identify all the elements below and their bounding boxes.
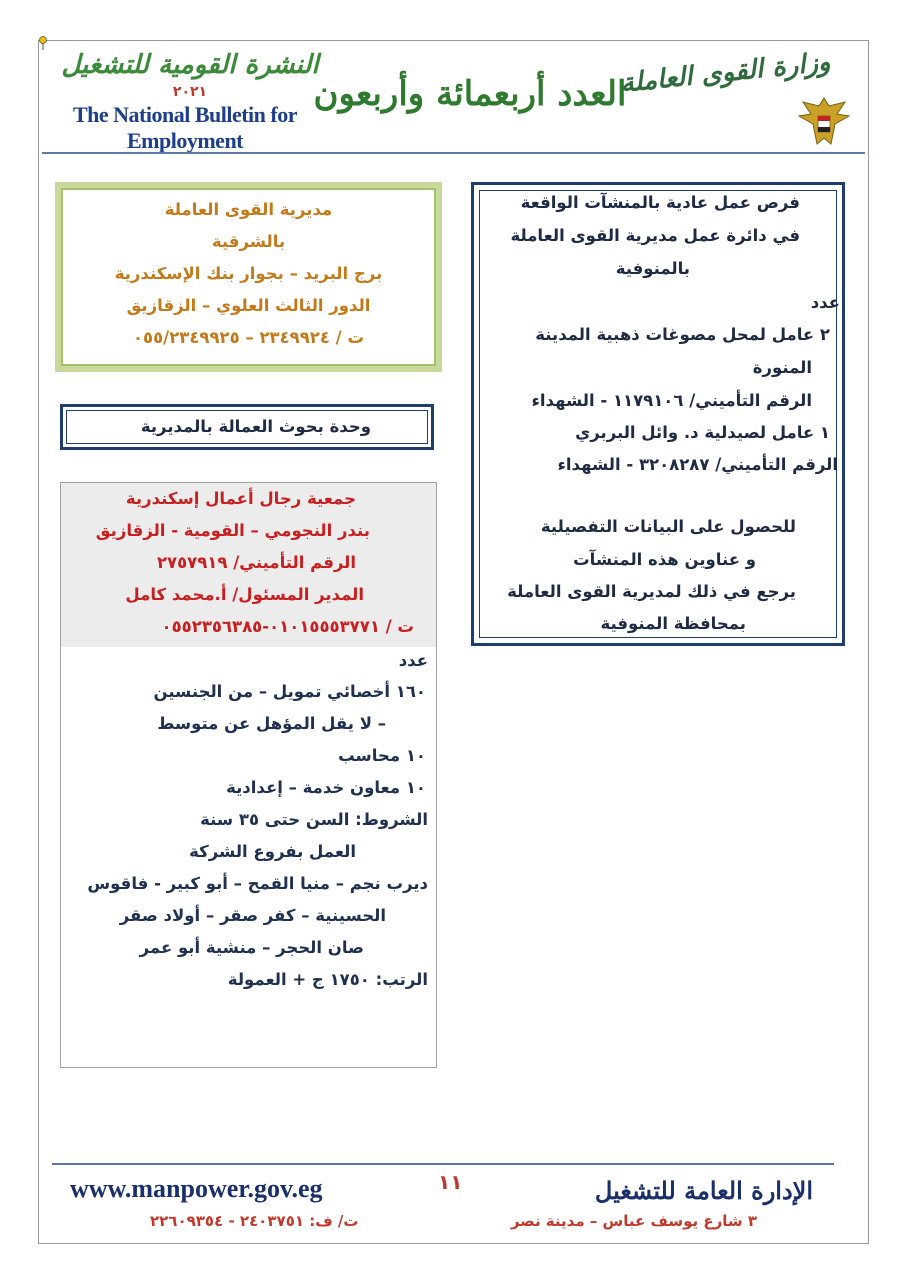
box-title-line-1: فرص عمل عادية بالمنشآت الواقعة <box>520 193 800 212</box>
note-line-1: للحصول على البيانات التفصيلية <box>540 517 796 536</box>
count-label: عدد <box>810 293 840 312</box>
job-2-insurance: الرقم التأميني/ ٣٢٠٨٢٨٧ - الشهداء <box>557 455 838 474</box>
ministry-title: وزارة القوى العاملة <box>619 47 832 99</box>
company-salary: الرتب: ١٧٥٠ ج + العمولة <box>227 970 428 989</box>
company-count-label: عدد <box>398 651 428 670</box>
page-number: ١١ <box>438 1170 463 1194</box>
directorate-line-1: مديرية القوى العاملة <box>164 200 333 219</box>
box-title-line-2: في دائرة عمل مديرية القوى العاملة <box>510 226 800 245</box>
directorate-line-2: بالشرقية <box>211 232 286 251</box>
directorate-line-4: الدور الثالث العلوي – الزقازيق <box>126 296 371 315</box>
sharqia-directorate-box <box>55 182 442 372</box>
menoufia-jobs-box-inner <box>479 190 837 638</box>
bulletin-english-title: The National Bulletin for Employment <box>72 102 297 153</box>
company-conditions: الشروط: السن حتى ٣٥ سنة <box>200 810 428 829</box>
company-insurance: الرقم التأميني/ ٢٧٥٧٩١٩ <box>156 553 356 572</box>
labor-research-unit-label: وحدة بحوث العمالة بالمديرية <box>140 417 371 436</box>
bulletin-arabic-title: النشرة القومية للتشغيل <box>61 50 319 80</box>
company-job-1: ١٦٠ أخصائي تمويل – من الجنسين <box>153 682 426 701</box>
note-line-3: يرجع في ذلك لمديرية القوى العاملة <box>507 582 796 601</box>
box-title-line-3: بالمنوفية <box>615 259 690 278</box>
bulletin-year: ٢٠٢١ <box>172 84 208 100</box>
company-box <box>60 482 437 1068</box>
directorate-phone: ت / ٢٣٤٩٩٢٤ – ٠٥٥/٢٣٤٩٩٢٥ <box>132 328 365 347</box>
company-address: بندر النجومي – القومية - الزقازيق <box>95 521 370 540</box>
job-2: ١ عامل لصيدلية د. وائل البربري <box>575 423 830 442</box>
footer-department: الإدارة العامة للتشغيل <box>594 1176 813 1205</box>
page-header <box>40 44 865 152</box>
company-phone: ت / ٠١٠١٥٥٥٣٧٧١-٠٥٥٢٣٥٦٣٨٥ <box>161 617 414 636</box>
company-manager: المدير المسئول/ أ.محمد كامل <box>125 585 364 604</box>
header-divider <box>42 152 865 154</box>
job-1-continued: المنورة <box>752 358 812 377</box>
issue-title: العدد أربعمائة وأربعون <box>313 74 627 114</box>
company-job-3: ١٠ معاون خدمة – إعدادية <box>226 778 426 797</box>
website-link[interactable]: www.manpower.gov.eg <box>70 1174 323 1203</box>
company-branches-line-3: صان الحجر – منشية أبو عمر <box>139 938 364 957</box>
company-branches-title: العمل بفروع الشركة <box>189 842 356 861</box>
footer-divider <box>52 1163 834 1165</box>
directorate-line-3: برج البريد – بجوار بنك الإسكندرية <box>114 264 383 283</box>
footer-phone: ت/ ف: ٢٤٠٣٧٥١ - ٢٢٦٠٩٣٥٤ <box>150 1212 359 1230</box>
company-branches-line-1: ديرب نجم – منيا القمح – أبو كبير - فاقوس <box>87 874 428 893</box>
eagle-emblem-icon <box>793 94 855 150</box>
job-1-insurance: الرقم التأميني/ ١١٧٩١٠٦ - الشهداء <box>531 391 812 410</box>
job-1: ٢ عامل لمحل مصوغات ذهبية المدينة <box>535 325 830 344</box>
company-job-1-note: – لا يقل المؤهل عن متوسط <box>157 714 386 733</box>
note-line-4: بمحافظة المنوفية <box>600 614 746 633</box>
footer-address: ٣ شارع يوسف عباس – مدينة نصر <box>510 1212 757 1230</box>
note-line-2: و عناوين هذه المنشآت <box>573 550 756 569</box>
company-job-2: ١٠ محاسب <box>338 746 426 765</box>
labor-research-unit-box <box>60 404 434 450</box>
company-branches-line-2: الحسينية – كفر صقر – أولاد صقر <box>119 906 386 925</box>
menoufia-jobs-box <box>471 182 845 646</box>
company-name: جمعية رجال أعمال إسكندرية <box>125 489 356 508</box>
